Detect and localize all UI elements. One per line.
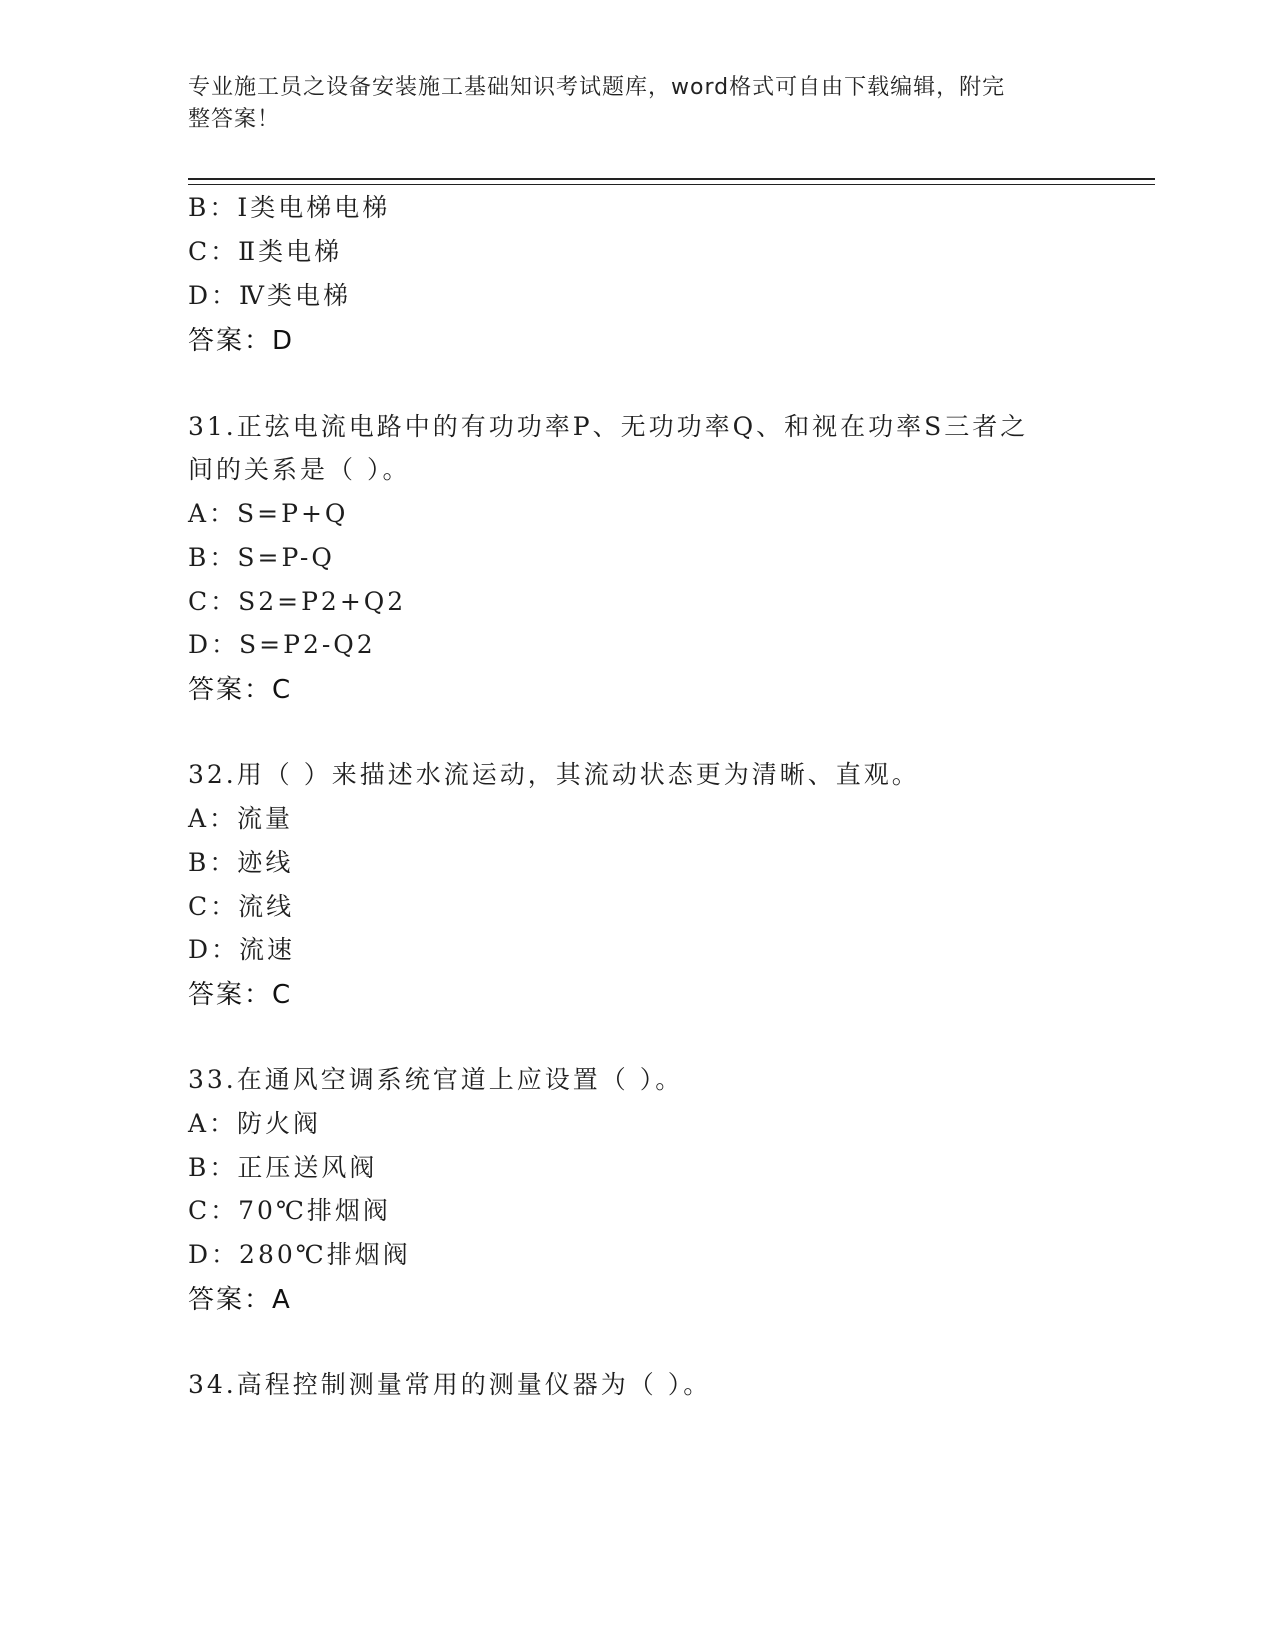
q33-stem: 33.在通风空调系统官道上应设置（ ）。 xyxy=(188,1065,684,1094)
q32-answer: 答案：C xyxy=(188,980,293,1010)
q33-option-a: A：防火阀 xyxy=(188,1109,322,1138)
q31-answer: 答案：C xyxy=(188,675,293,705)
q31-stem-line-1: 31.正弦电流电路中的有功功率P、无功功率Q、和视在功率S三者之 xyxy=(188,412,1029,441)
q31-option-d: D：S=P2-Q2 xyxy=(188,630,376,659)
q34-stem: 34.高程控制测量常用的测量仪器为（ ）。 xyxy=(188,1370,712,1399)
q32-option-c: C：流线 xyxy=(188,892,295,921)
header-line-2: 整答案！ xyxy=(188,107,281,132)
q32-option-d: D：流速 xyxy=(188,935,296,964)
header-divider-thin xyxy=(188,184,1155,185)
header-divider xyxy=(188,178,1155,180)
q33-option-b: B：正压送风阀 xyxy=(188,1153,378,1182)
q31-option-c: C：S2=P2+Q2 xyxy=(188,587,407,616)
q32-stem: 32.用（ ）来描述水流运动，其流动状态更为清晰、直观。 xyxy=(188,760,920,789)
q33-answer: 答案：A xyxy=(188,1285,292,1315)
q30-option-b: B：Ⅰ类电梯电梯 xyxy=(188,193,391,222)
header-line-1: 专业施工员之设备安装施工基础知识考试题库，word格式可自由下载编辑，附完 xyxy=(188,75,1006,100)
q31-stem-line-2: 间的关系是（ ）。 xyxy=(188,455,411,484)
q32-option-a: A：流量 xyxy=(188,804,294,833)
q32-option-b: B：迹线 xyxy=(188,848,294,877)
q31-option-b: B：S=P-Q xyxy=(188,543,335,572)
q33-option-d: D：280℃排烟阀 xyxy=(188,1240,411,1269)
q30-option-c: C：Ⅱ类电梯 xyxy=(188,237,343,266)
q33-option-c: C：70℃排烟阀 xyxy=(188,1196,391,1225)
document-header xyxy=(188,72,1088,136)
q30-answer: 答案：D xyxy=(188,326,295,356)
q31-option-a: A：S=P+Q xyxy=(188,499,349,528)
q30-option-d: D：Ⅳ类电梯 xyxy=(188,281,352,310)
